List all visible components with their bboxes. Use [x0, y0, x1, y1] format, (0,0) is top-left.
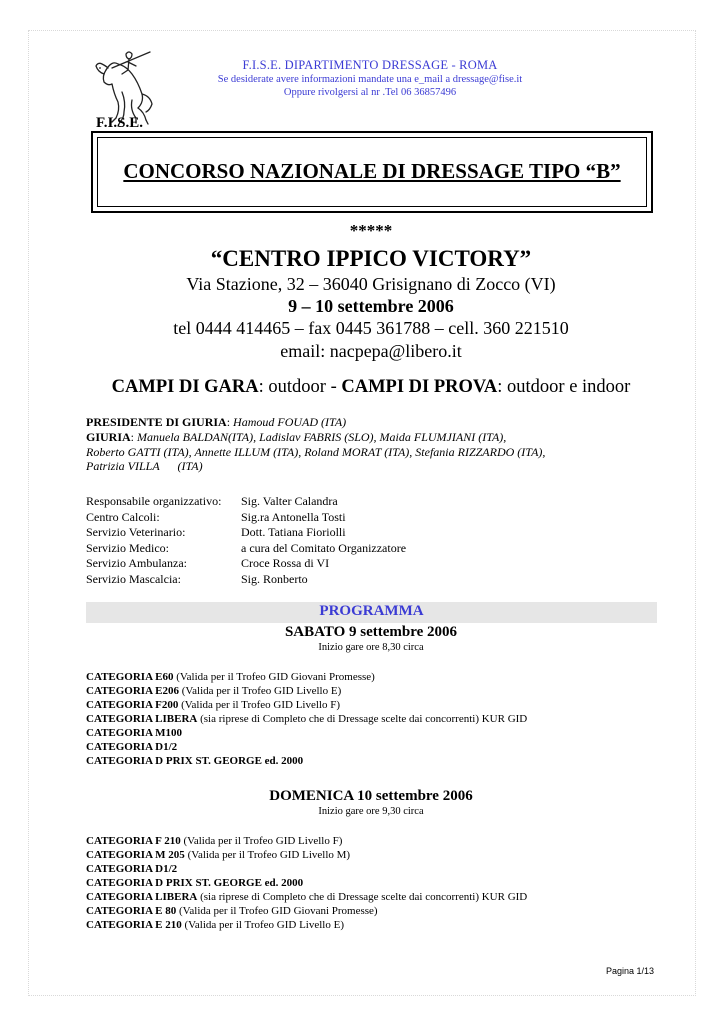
- staff-value: Sig.ra Antonella Tosti: [241, 509, 346, 524]
- category-name: CATEGORIA E60: [86, 671, 174, 683]
- practice-fields-value: : outdoor e indoor: [497, 377, 631, 397]
- category-row: [86, 684, 666, 698]
- venue-phones: tel 0444 414465 – fax 0445 361788 – cell. 360 221510: [173, 318, 569, 338]
- program-label: PROGRAMMA: [319, 603, 424, 619]
- venue-address: Via Stazione, 32 – 36040 Grisignano di Zocco (VI): [186, 274, 556, 294]
- staff-list: [86, 494, 656, 587]
- staff-label: Servizio Medico:: [86, 540, 169, 555]
- category-name: CATEGORIA E 210: [86, 919, 182, 931]
- category-name: CATEGORIA M 205: [86, 849, 185, 861]
- jury-label: GIURIA: [86, 429, 131, 444]
- staff-row: [86, 510, 656, 526]
- venue-email: email: nacpepa@libero.it: [280, 341, 462, 361]
- category-note: (Valida per il Trofeo GID Livello F): [180, 835, 343, 847]
- category-list-sunday: [86, 834, 666, 932]
- logo-text: F.I.S.E.: [96, 115, 143, 131]
- staff-label: Responsabile organizzativo:: [86, 494, 222, 508]
- staff-value: Sig. Valter Calandra: [241, 494, 338, 508]
- competition-fields-label: CAMPI DI GARA: [111, 377, 259, 397]
- day-title-saturday: SABATO 9 settembre 2006: [284, 624, 458, 640]
- jury-members-line-2: [86, 445, 656, 460]
- category-name: CATEGORIA D1/2: [86, 741, 178, 753]
- staff-row: [86, 556, 656, 572]
- category-note: (Valida per il Trofeo GID Giovani Promesse): [173, 671, 375, 683]
- day-title-sunday: DOMENICA 10 settembre 2006: [269, 788, 473, 804]
- category-row: [86, 712, 666, 726]
- president-label: PRESIDENTE DI GIURIA: [86, 415, 227, 429]
- category-row: [86, 754, 666, 768]
- category-row: [86, 834, 666, 848]
- jury-section: [86, 415, 656, 474]
- jury-members-2: Roberto GATTI (ITA), Annette ILLUM (ITA), Roland MORAT (ITA), Stefania RIZZARDO (ITA),: [86, 444, 546, 459]
- org-header: [160, 58, 580, 99]
- jury-members-line-1: [86, 430, 656, 445]
- category-note: (Valida per il Trofeo GID Livello F): [178, 699, 341, 711]
- category-name: CATEGORIA E 80: [86, 905, 177, 917]
- category-name: CATEGORIA LIBERA: [86, 713, 198, 725]
- staff-row: [86, 494, 656, 510]
- category-name: CATEGORIA D1/2: [86, 863, 178, 875]
- venue-dates: 9 – 10 settembre 2006: [288, 296, 454, 316]
- venue-name: “CENTRO IPPICO VICTORY”: [210, 246, 532, 271]
- category-note: (sia riprese di Completo che di Dressage scelte dai concorrenti) KUR GID: [197, 713, 528, 725]
- staff-label: Servizio Mascalcia:: [86, 571, 181, 586]
- staff-value: Dott. Tatiana Fioriolli: [241, 525, 346, 539]
- category-note: (Valida per il Trofeo GID Livello E): [179, 685, 342, 697]
- staff-label: Centro Calcoli:: [86, 509, 160, 524]
- info-phone-line: Oppure rivolgersi al nr .Tel 06 36857496: [283, 87, 457, 98]
- category-note: (Valida per il Trofeo GID Livello E): [181, 919, 344, 931]
- category-row: [86, 876, 666, 890]
- category-name: CATEGORIA E206: [86, 685, 180, 697]
- practice-fields-label: CAMPI DI PROVA: [341, 377, 498, 397]
- competition-fields-value: : outdoor -: [258, 377, 342, 397]
- jury-members-line-3: [86, 459, 656, 474]
- category-note: (Valida per il Trofeo GID Livello M): [184, 849, 351, 861]
- category-row: [86, 726, 666, 740]
- day-start-sunday: Inizio gare ore 9,30 circa: [318, 806, 424, 817]
- staff-value: a cura del Comitato Organizzatore: [241, 540, 407, 555]
- category-name: CATEGORIA M100: [86, 727, 183, 739]
- category-row: [86, 904, 666, 918]
- category-name: CATEGORIA LIBERA: [86, 891, 198, 903]
- jury-members-1: Manuela BALDAN(ITA), Ladislav FABRIS (SLO), Maida FLUMJIANI (ITA),: [137, 429, 507, 444]
- category-note: (Valida per il Trofeo GID Giovani Promesse): [176, 905, 378, 917]
- category-row: [86, 698, 666, 712]
- president-name: Hamoud FOUAD (ITA): [233, 415, 347, 429]
- staff-row: [86, 525, 656, 541]
- category-list-saturday: [86, 670, 666, 768]
- staff-label: Servizio Veterinario:: [86, 525, 186, 539]
- title-box: [91, 131, 653, 213]
- category-name: CATEGORIA F 210: [86, 835, 181, 847]
- info-email-line: Se desiderate avere informazioni mandate una e_mail a dressage@fise.it: [217, 74, 523, 85]
- category-note: (sia riprese di Completo che di Dressage scelte dai concorrenti) KUR GID: [197, 891, 528, 903]
- staff-label: Servizio Ambulanza:: [86, 556, 187, 570]
- staff-value: Sig. Ronberto: [241, 571, 308, 586]
- category-name: CATEGORIA F200: [86, 699, 179, 711]
- day-start-saturday: Inizio gare ore 8,30 circa: [318, 642, 424, 653]
- staff-row: [86, 572, 656, 588]
- category-row: [86, 670, 666, 684]
- staff-row: [86, 541, 656, 557]
- fields-line: [86, 377, 656, 398]
- page-number: Pagina 1/13: [606, 966, 655, 976]
- category-row: [86, 862, 666, 876]
- category-row: [86, 890, 666, 904]
- jury-president-line: [86, 415, 656, 430]
- category-name: CATEGORIA D PRIX ST. GEORGE ed. 2000: [86, 877, 304, 889]
- staff-value: Croce Rossa di VI: [241, 556, 330, 570]
- category-name: CATEGORIA D PRIX ST. GEORGE ed. 2000: [86, 755, 304, 767]
- president-sep: :: [226, 415, 234, 429]
- category-row: [86, 918, 666, 932]
- org-title: F.I.S.E. DIPARTIMENTO DRESSAGE - ROMA: [242, 58, 498, 72]
- separator-stars: *****: [349, 221, 393, 240]
- jury-members-3: Patrizia VILLA (ITA): [86, 459, 203, 474]
- category-row: [86, 848, 666, 862]
- category-row: [86, 740, 666, 754]
- jury-sep: :: [130, 429, 138, 444]
- document-title: CONCORSO NAZIONALE DI DRESSAGE TIPO “B”: [123, 159, 621, 183]
